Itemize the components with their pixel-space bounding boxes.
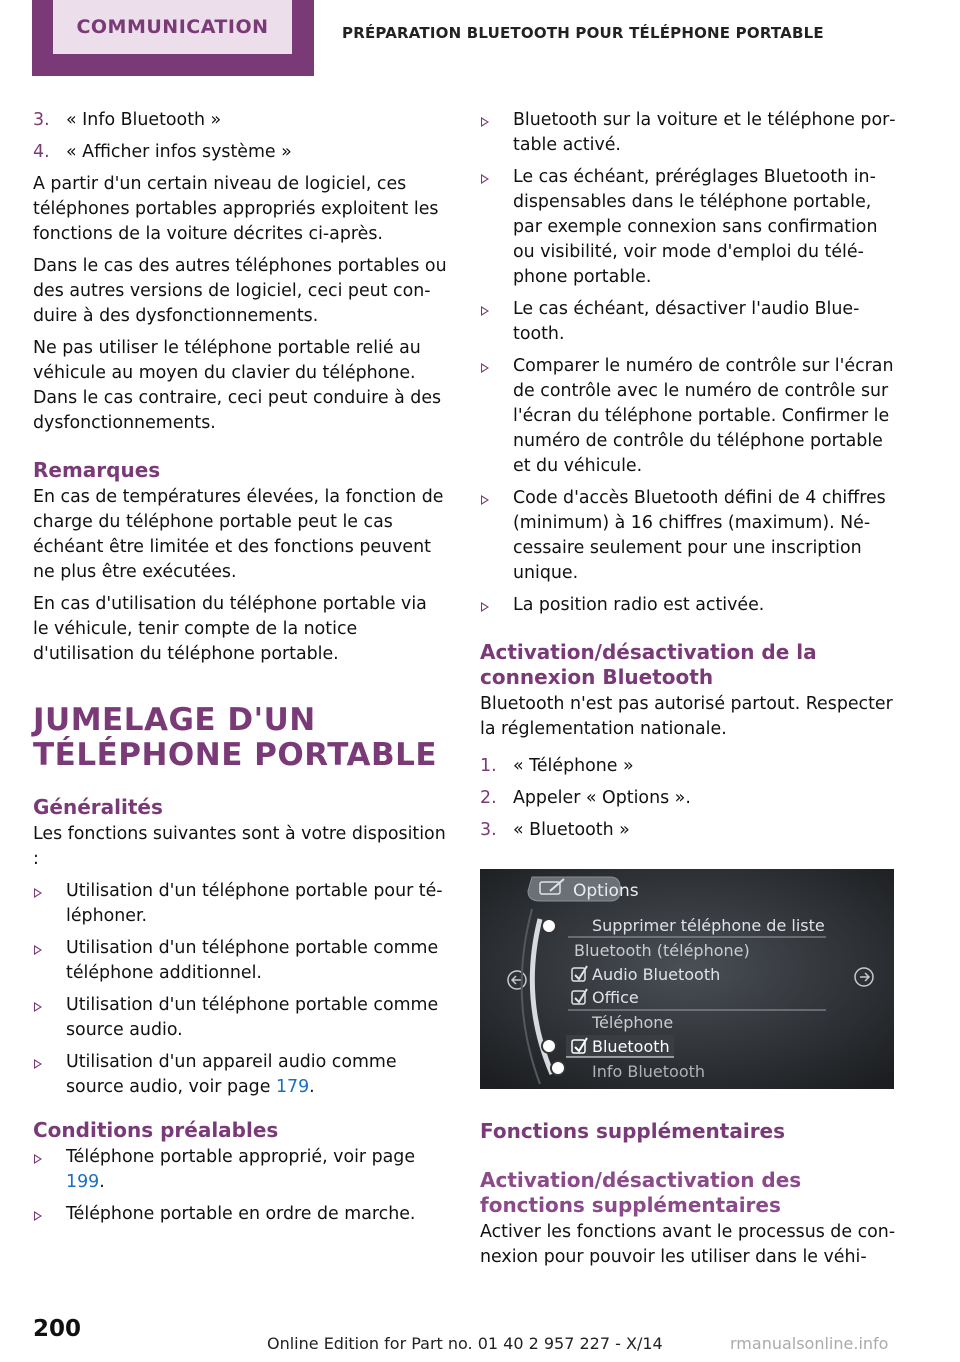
page-header-title: PRÉPARATION BLUETOOTH POUR TÉLÉPHONE PORTABLE [342,24,824,42]
bullet-text: Le cas échéant, préréglages Bluetooth indispensables dans le téléphone portable, par exemple connexion sans confirmation ou visibilité, voir mode d'emploi du téléphone portable. [513,167,878,287]
left-column [33,108,447,1234]
screen-menu-item: Téléphone [592,1013,674,1032]
paragraph: Bluetooth n'est pas autorisé partout. Respecter la réglementation nationale. [480,694,893,739]
section-tab-label: COMMUNICATION [53,0,292,54]
conditions-heading: Conditions préalables [33,1118,279,1142]
bullet-triangle-icon [481,174,489,184]
page-number: 200 [33,1316,82,1342]
bullet-item [480,165,900,290]
bullet-text: La position radio est activée. [513,595,765,615]
bullet-text: Utilisation d'un téléphone portable comme source audio. [66,995,439,1040]
arc-dot-top [542,919,556,933]
right-column [480,108,900,1277]
fonctions-heading: Fonctions supplémentaires [480,1119,786,1143]
bullet-text: Utilisation d'un téléphone portable pour téléphoner. [66,881,443,926]
list-text: « Info Bluetooth » [66,110,222,130]
list-item [480,754,900,779]
bullet-text: Bluetooth sur la voiture et le téléphone portable activé. [513,110,896,155]
bullet-item [480,108,900,158]
bullet-triangle-icon [481,495,489,505]
arc-dot-selected [542,1039,556,1053]
list-text: « Bluetooth » [513,820,630,840]
paragraph: En cas d'utilisation du téléphone portable via le véhicule, tenir compte de la notice d'utilisation du téléphone portable. [33,594,427,664]
page-link[interactable]: 199 [66,1172,100,1192]
list-item [33,140,447,165]
paragraph: En cas de températures élevées, la fonction de charge du téléphone portable peut le cas échéant être limitée et des fonctions peuvent ne plus être exécutées. [33,487,444,582]
bullet-item [33,879,447,929]
bullet-text: Utilisation d'un appareil audio comme source audio, voir page [66,1052,397,1097]
paragraph: Dans le cas des autres téléphones portables ou des autres versions de logiciel, ceci peut conduire à des dysfonctionnements. [33,256,447,326]
bullet-text: Le cas échéant, désactiver l'audio Bluetooth. [513,299,860,344]
bullet-text: Code d'accès Bluetooth défini de 4 chiffres (minimum) à 16 chiffres (maximum). Nécessaire seulement pour une inscription unique. [513,488,886,583]
list-number: 1. [480,756,497,776]
bullet-item [480,297,900,347]
control-display-svg [480,869,894,1089]
bullet-item [33,993,447,1043]
activation-fonctions-heading: Activation/désactivation des fonctions supplémentaires [480,1168,802,1217]
bullet-item: Téléphone portable approprié, voir page 199. [33,1145,447,1195]
paragraph: Ne pas utiliser le téléphone portable relié au véhicule au moyen du clavier du téléphone. Dans le cas contraire, ceci peut conduire à des dysfonctionnements. [33,338,442,433]
list-number: 3. [33,110,50,130]
list-text: Appeler « Options ». [513,788,691,808]
paragraph: Les fonctions suivantes sont à votre disposition : [33,824,446,869]
screen-menu-item: Audio Bluetooth [592,965,721,984]
screen-menu-item: Supprimer téléphone de liste [592,916,825,935]
paragraph: A partir d'un certain niveau de logiciel, ces téléphones portables appropriés exploitent les fonctions de la voiture décrites ci-après. [33,174,439,244]
list-item [480,818,900,843]
bullet-text: Téléphone portable approprié, voir page [66,1147,416,1167]
bullet-item [480,593,900,618]
footer-edition: Online Edition for Part no. 01 40 2 957 227 - X/14 [267,1334,663,1353]
remarques-heading: Remarques [33,458,161,482]
bullet-item [33,936,447,986]
activation-heading: Activation/désactivation de la connexion Bluetooth [480,640,817,689]
list-number: 2. [480,788,497,808]
generalites-heading: Généralités [33,795,163,819]
bullet-triangle-icon [481,306,489,316]
list-item [33,108,447,133]
bullet-triangle-icon [481,602,489,612]
bullet-item [480,486,900,586]
list-number: 4. [33,142,50,162]
screen-menu-item-selected: Bluetooth [592,1037,670,1056]
screen-menu-item: Info Bluetooth [592,1062,706,1081]
bullet-text: Téléphone portable en ordre de marche. [66,1204,416,1224]
bullet-text: Comparer le numéro de contrôle sur l'écran de contrôle avec le numéro de contrôle sur l'écran du téléphone portable. Confirmer le numéro de contrôle du téléphone portable et du véhicule. [513,356,894,476]
bullet-triangle-icon [34,945,42,955]
bullet-triangle-icon [34,888,42,898]
screen-title: Options [573,881,639,901]
screen-menu-item: Bluetooth (téléphone) [574,941,750,960]
page-link[interactable]: 179 [275,1077,310,1097]
bullet-item [33,1202,447,1227]
section-heading: JUMELAGE D'UN TÉLÉPHONE PORTABLE [33,702,438,773]
bullet-triangle-icon [34,1059,42,1069]
bullet-item [480,354,900,479]
list-item [480,786,900,811]
list-number: 3. [480,820,497,840]
bullet-triangle-icon [34,1002,42,1012]
bullet-triangle-icon [34,1211,42,1221]
bullet-item: Utilisation d'un appareil audio comme source audio, voir page 179. [33,1050,447,1100]
bullet-triangle-icon [481,363,489,373]
footer-watermark: rmanualsonline.info [730,1334,889,1353]
list-text: « Afficher infos système » [66,142,292,162]
bullet-triangle-icon [481,117,489,127]
list-text: « Téléphone » [513,756,634,776]
control-display-screenshot [480,869,894,1089]
paragraph: Activer les fonctions avant le processus de connexion pour pouvoir les utiliser dans le véhi- [480,1222,896,1267]
bullet-text: Utilisation d'un téléphone portable comme téléphone additionnel. [66,938,439,983]
arc-dot-bottom [551,1061,565,1075]
screen-menu-item: Office [592,988,639,1007]
bullet-triangle-icon [34,1154,42,1164]
